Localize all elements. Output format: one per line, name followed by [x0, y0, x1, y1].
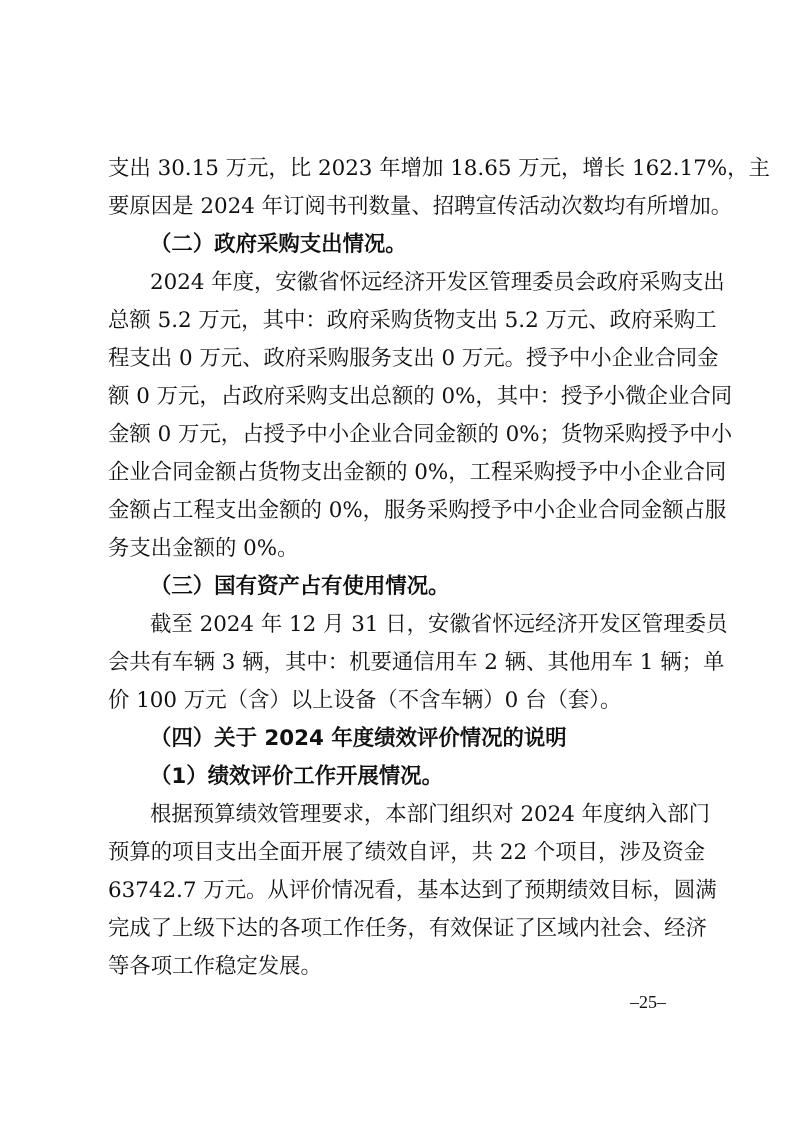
page-number: –25– [630, 992, 666, 1012]
section-heading: （二）政府采购支出情况。 [150, 232, 407, 257]
body-text-line: 程支出 0 万元、政府采购服务支出 0 万元。授予中小企业合同金 [108, 346, 719, 371]
body-text-line: 总额 5.2 万元，其中：政府采购货物支出 5.2 万元、政府采购工 [108, 308, 717, 333]
body-text-line: 预算的项目支出全面开展了绩效自评，共 22 个项目，涉及资金 [108, 840, 705, 865]
body-text-line: 要原因是 2024 年订阅书刊数量、招聘宣传活动次数均有所增加。 [108, 194, 733, 219]
subsection-heading: （1）绩效评价工作开展情况。 [150, 764, 443, 789]
body-text-line: 完成了上级下达的各项工作任务，有效保证了区域内社会、经济 [108, 916, 707, 941]
body-text-line: 价 100 万元（含）以上设备（不含车辆）0 台（套）。 [108, 688, 622, 713]
body-text-line: 务支出金额的 0%。 [108, 536, 299, 561]
body-text-line: 63742.7 万元。从评价情况看，基本达到了预期绩效目标，圆满 [108, 878, 717, 903]
section-heading: （三）国有资产占有使用情况。 [150, 574, 450, 599]
body-text-line: 等各项工作稳定发展。 [108, 954, 322, 979]
body-text-line: 额 0 万元，占政府采购支出总额的 0%，其中：授予小微企业合同 [108, 384, 733, 409]
body-text-line: 支出 30.15 万元，比 2023 年增加 18.65 万元，增长 162.17%，主 [108, 156, 770, 181]
body-text-line: 根据预算绩效管理要求，本部门组织对 2024 年度纳入部门 [150, 802, 711, 827]
body-text-line: 金额占工程支出金额的 0%，服务采购授予中小企业合同金额占服 [108, 498, 727, 523]
body-text-line: 截至 2024 年 12 月 31 日，安徽省怀远经济开发区管理委员 [150, 612, 728, 637]
body-text-line: 2024 年度，安徽省怀远经济开发区管理委员会政府采购支出 [150, 270, 725, 295]
body-text-line: 会共有车辆 3 辆，其中：机要通信用车 2 辆、其他用车 1 辆；单 [108, 650, 725, 675]
body-text-line: 企业合同金额占货物支出金额的 0%，工程采购授予中小企业合同 [108, 460, 727, 485]
section-heading: （四）关于 2024 年度绩效评价情况的说明 [150, 726, 567, 751]
body-text-line: 金额 0 万元，占授予中小企业合同金额的 0%；货物采购授予中小 [108, 422, 733, 447]
